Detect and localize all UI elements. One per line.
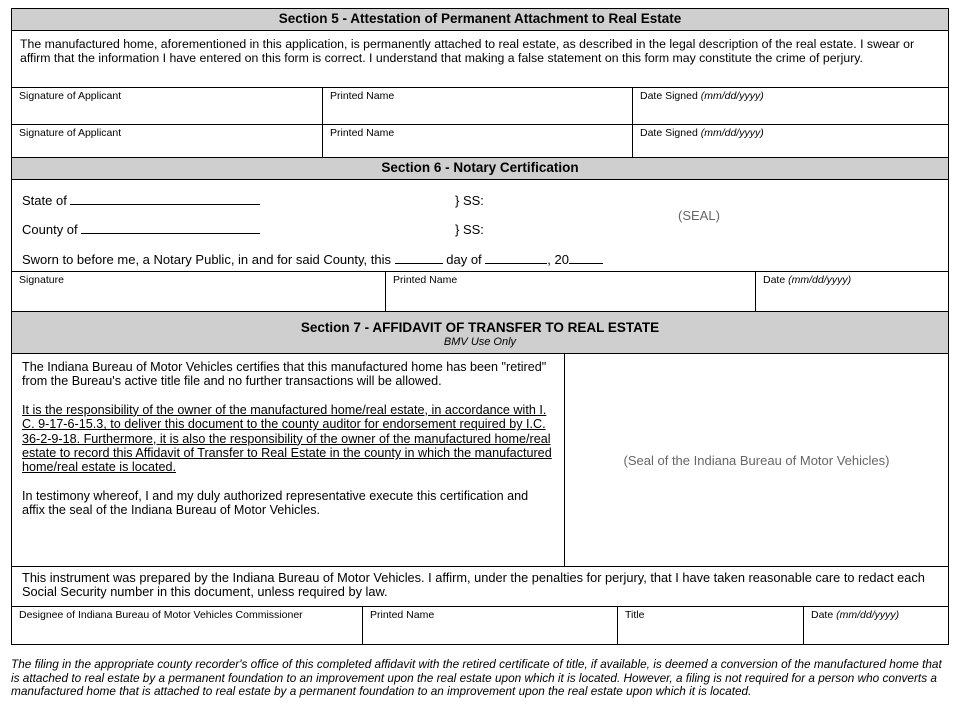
- certification-text: [12, 354, 564, 566]
- designee-title-field[interactable]: [617, 607, 803, 645]
- county-label: County of: [22, 222, 78, 237]
- applicant-signature-row-1: [12, 87, 948, 124]
- ss-1: } SS:: [455, 193, 484, 208]
- section5-statement: [12, 30, 948, 87]
- signature-of-applicant-field[interactable]: [12, 125, 322, 157]
- attestation-text: The manufactured home, aforementioned in this application, is permanently attached to real estate, as described in the legal description of the real estate. I swear or affirm that the information I have entered on this form is correct. I understand that making a false statement on this form may constitute the crime of perjury.: [20, 37, 915, 65]
- notary-date-field[interactable]: [755, 272, 948, 311]
- notary-seal-placeholder: (SEAL): [678, 208, 720, 223]
- section5-title: Section 5 - Attestation of Permanent Attachment to Real Estate: [278, 11, 682, 26]
- sworn-line: [22, 252, 603, 267]
- date-signed-label: Date Signed: [640, 127, 698, 139]
- date-format-hint: (mm/dd/yyyy): [836, 609, 900, 621]
- section7-header: [12, 311, 948, 353]
- signature-of-applicant-label: Signature of Applicant: [19, 127, 122, 139]
- printed-name-label: Printed Name: [370, 609, 435, 621]
- section6-title: Section 6 - Notary Certification: [381, 160, 579, 175]
- year-blank[interactable]: [569, 252, 603, 264]
- designee-date-field[interactable]: [803, 607, 948, 645]
- date-format-hint: (mm/dd/yyyy): [788, 274, 852, 286]
- notary-printed-name-field[interactable]: [385, 272, 755, 311]
- date-signed-label: Date Signed: [640, 90, 698, 102]
- notary-signature-row: [12, 271, 948, 311]
- certification-para-1: The Indiana Bureau of Motor Vehicles certifies that this manufactured home has been "retired" from the Bureau's active title file and no further transactions will be allowed.: [22, 360, 547, 389]
- title-label: Title: [625, 609, 645, 621]
- bmv-seal-area: [564, 354, 948, 566]
- county-blank[interactable]: [81, 222, 260, 234]
- prepared-by-statement: [12, 566, 948, 606]
- date-signed-field[interactable]: [632, 125, 948, 157]
- signature-of-applicant-field[interactable]: [12, 88, 322, 124]
- sworn-text-1: Sworn to before me, a Notary Public, in and for said County, this: [22, 252, 391, 267]
- printed-name-field[interactable]: [322, 125, 632, 157]
- date-format-hint: (mm/dd/yyyy): [700, 90, 764, 102]
- bmv-seal-placeholder: (Seal of the Indiana Bureau of Motor Vehicles): [623, 452, 890, 468]
- date-format-hint: (mm/dd/yyyy): [700, 127, 764, 139]
- section7-subtitle: BMV Use Only: [443, 336, 517, 348]
- printed-name-label: Printed Name: [330, 127, 395, 139]
- state-line: [22, 193, 260, 208]
- printed-name-label: Printed Name: [330, 90, 395, 102]
- sworn-text-3: , 20: [547, 252, 569, 267]
- section7-body: [12, 353, 948, 566]
- day-blank[interactable]: [395, 252, 443, 264]
- date-label: Date: [811, 609, 834, 621]
- notary-body: [12, 179, 948, 271]
- designee-printed-name-field[interactable]: [362, 607, 617, 645]
- designee-signature-row: [12, 606, 948, 645]
- date-signed-field[interactable]: [632, 88, 948, 124]
- sworn-text-2: day of: [446, 252, 482, 267]
- section7-title: Section 7 - AFFIDAVIT OF TRANSFER TO REAL ESTATE: [300, 320, 660, 335]
- affidavit-form: [11, 8, 949, 645]
- section6-header: [12, 157, 948, 179]
- printed-name-field[interactable]: [322, 88, 632, 124]
- designee-field[interactable]: [12, 607, 362, 645]
- prepared-by-text: This instrument was prepared by the Indiana Bureau of Motor Vehicles. I affirm, under the penalties for perjury, that I have taken reasonable care to redact each Social Security number in this document, unless required by law.: [22, 570, 925, 599]
- date-label: Date: [763, 274, 786, 286]
- ss-2: } SS:: [455, 222, 484, 237]
- footer-note: The filing in the appropriate county recorder's office of this completed affidavit with the retired certificate of title, if available, is deemed a conversion of the manufactured home that is attached to real estate by a permanent foundation to an improvement upon the real estate upon which it is located. However, a filing is not required for a person who converts a manufactured home that is attached to real estate by a permanent foundation to an improvement upon the real estate upon which it is located.: [11, 657, 942, 699]
- signature-of-applicant-label: Signature of Applicant: [19, 90, 122, 102]
- notary-signature-field[interactable]: [12, 272, 385, 311]
- section5-header: [12, 9, 948, 30]
- state-label: State of: [22, 193, 67, 208]
- state-blank[interactable]: [70, 193, 260, 205]
- signature-label: Signature: [19, 274, 64, 286]
- printed-name-label: Printed Name: [393, 274, 458, 286]
- month-blank[interactable]: [485, 252, 547, 264]
- certification-para-2: It is the responsibility of the owner of the manufactured home/real estate, in accordance with I. C. 9-17-6-15.3, to deliver this document to the county auditor for endorsement required by I.C. 36-2-9-18. Furthermore, it is also the responsibility of the owner of the manufactured home/real estate to record this Affidavit of Transfer to Real Estate in the county in which the manufactured home/real estate is located.: [22, 402, 552, 475]
- applicant-signature-row-2: [12, 124, 948, 157]
- county-line: [22, 222, 260, 237]
- designee-label: Designee of Indiana Bureau of Motor Vehicles Commissioner: [19, 609, 303, 621]
- certification-para-3: In testimony whereof, I and my duly authorized representative execute this certification and affix the seal of the Indiana Bureau of Motor Vehicles.: [22, 488, 529, 518]
